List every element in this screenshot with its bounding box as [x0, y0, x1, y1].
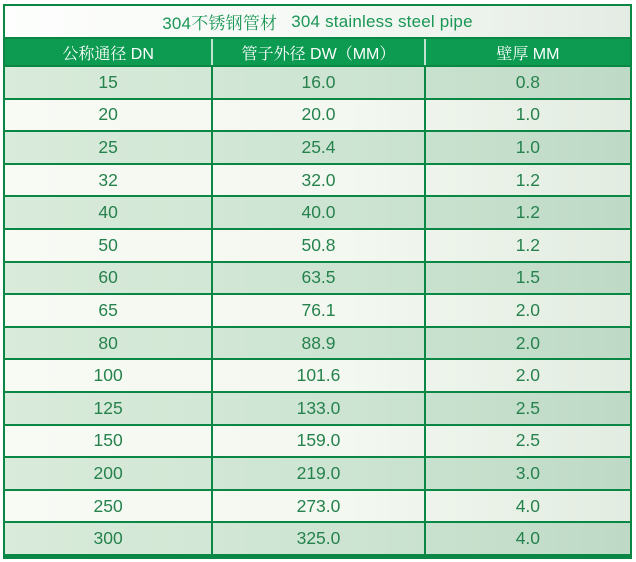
table-cell: 20.0 [211, 100, 424, 131]
table-cell: 101.6 [211, 360, 424, 391]
table-row [5, 98, 630, 131]
table-cell: 60 [98, 267, 118, 288]
table-title-cn: 304不锈钢管材 [162, 14, 278, 33]
table-cell: 133.0 [211, 393, 424, 424]
table-cell: 300 [93, 528, 123, 549]
table-row [5, 326, 630, 359]
table-cell: 4.0 [424, 523, 630, 554]
table-cell: 1.5 [424, 263, 630, 294]
table-cell: 20 [98, 104, 118, 125]
table-cell: 2.0 [424, 295, 630, 326]
table-body [5, 67, 630, 554]
table-row [5, 195, 630, 228]
table-title-en: 304 stainless steel pipe [291, 11, 473, 31]
table-cell: 50.8 [211, 230, 424, 261]
table-row [5, 456, 630, 489]
table-cell: 2.5 [424, 393, 630, 424]
table-row [5, 293, 630, 326]
table-cell: 2.0 [424, 360, 630, 391]
table-row [5, 163, 630, 196]
table-cell: 88.9 [211, 328, 424, 359]
table-row [5, 261, 630, 294]
table-cell: 50 [98, 234, 118, 255]
table-cell: 2.0 [424, 328, 630, 359]
table-row [5, 228, 630, 261]
header-cell-wall: 壁厚 MM [424, 39, 630, 65]
table-row [5, 489, 630, 522]
table-cell: 32.0 [211, 165, 424, 196]
table-cell: 76.1 [211, 295, 424, 326]
table-cell: 1.0 [424, 100, 630, 131]
table-cell: 63.5 [211, 263, 424, 294]
table-cell: 25.4 [211, 132, 424, 163]
table-row [5, 67, 630, 98]
table-cell: 4.0 [424, 491, 630, 522]
table-row [5, 358, 630, 391]
table-cell: 1.2 [424, 230, 630, 261]
header-cell-dn: 公称通径 DN [62, 45, 154, 63]
table-cell: 16.0 [211, 67, 424, 98]
spec-table [3, 4, 632, 559]
table-cell: 80 [98, 332, 118, 353]
table-cell: 25 [98, 136, 118, 157]
table-cell: 1.0 [424, 132, 630, 163]
table-cell: 273.0 [211, 491, 424, 522]
table-cell: 325.0 [211, 523, 424, 554]
table-cell: 32 [98, 169, 118, 190]
table-header [5, 37, 630, 67]
header-cell-dw: 管子外径 DW（MM） [211, 39, 424, 65]
table-cell: 65 [98, 299, 118, 320]
table-cell: 219.0 [211, 458, 424, 489]
table-cell: 125 [93, 397, 123, 418]
table-cell: 2.5 [424, 426, 630, 457]
table-cell: 1.2 [424, 197, 630, 228]
table-row [5, 424, 630, 457]
table-cell: 3.0 [424, 458, 630, 489]
table-cell: 150 [93, 430, 123, 451]
table-row [5, 391, 630, 424]
table-cell: 0.8 [424, 67, 630, 98]
table-row [5, 130, 630, 163]
table-row [5, 521, 630, 554]
table-cell: 159.0 [211, 426, 424, 457]
table-cell: 1.2 [424, 165, 630, 196]
table-cell: 15 [98, 71, 118, 92]
table-cell: 40.0 [211, 197, 424, 228]
table-cell: 40 [98, 202, 118, 223]
table-cell: 250 [93, 495, 123, 516]
table-title [5, 6, 630, 37]
table-cell: 200 [93, 462, 123, 483]
table-cell: 100 [93, 365, 123, 386]
